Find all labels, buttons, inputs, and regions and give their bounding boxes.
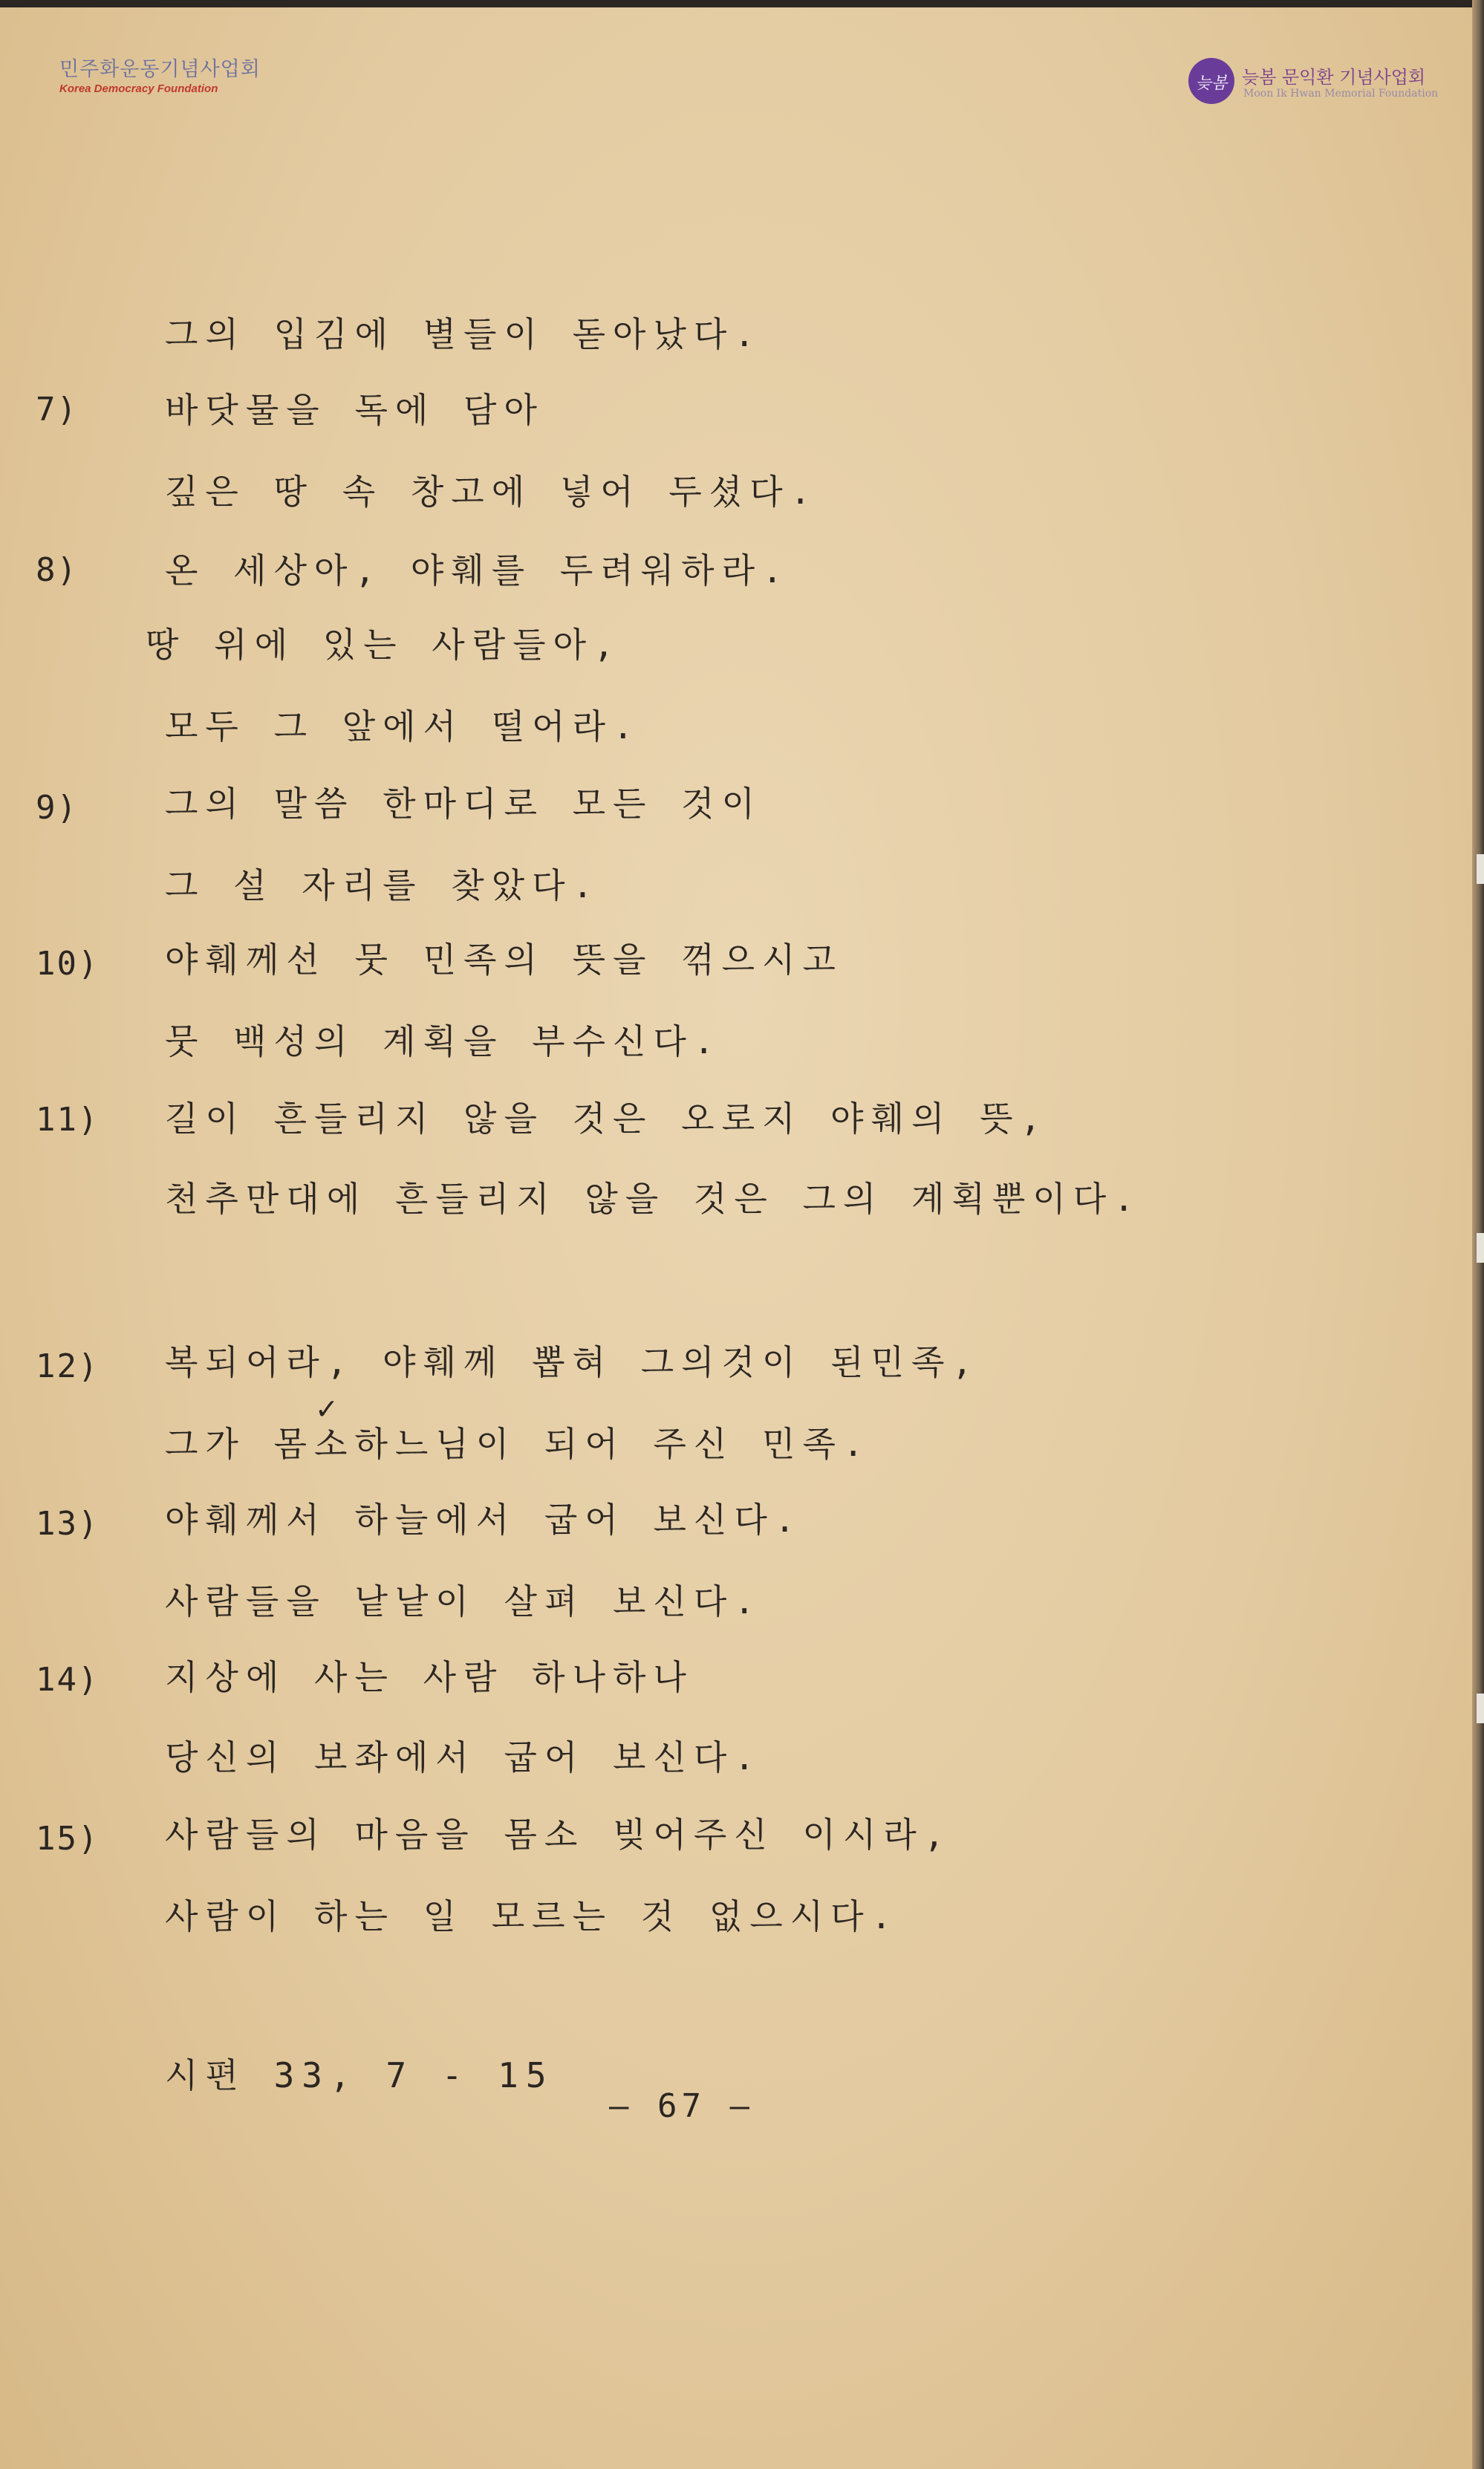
scripture-citation: 시편 33, 7 - 15 xyxy=(165,2055,554,2095)
verse-line: 뭇 백성의 계획을 부수신다. xyxy=(165,1021,722,1061)
verse-number: 8) xyxy=(36,551,78,589)
verse-line: 사람들을 낱낱이 살펴 보신다. xyxy=(165,1581,763,1621)
verse-line: 바닷물을 독에 담아 xyxy=(165,390,544,430)
verse-line: 지상에 사는 사람 하나하나 xyxy=(165,1657,694,1697)
verse-number: 15) xyxy=(36,1820,100,1858)
seal-text: 늦봄 xyxy=(1195,74,1228,93)
verse-line: 그의 입김에 별들이 돋아났다. xyxy=(165,314,763,354)
verse-line: 그가 몸소하느님이 되어 주신 민족. xyxy=(165,1424,871,1464)
foundation-seal-icon xyxy=(1188,58,1234,104)
logo-english-text: Moon Ik Hwan Memorial Foundation xyxy=(1243,88,1439,100)
logo-korean-text: 늦봄 문익환 기념사업회 xyxy=(1242,67,1426,88)
verse-line: 당신의 보좌에서 굽어 보신다. xyxy=(165,1737,763,1777)
verse-line: 사람이 하는 일 모르는 것 없으시다. xyxy=(165,1896,899,1936)
moon-ik-hwan-foundation-logo xyxy=(1188,58,1441,110)
verse-line: 길이 흔들리지 않을 것은 오로지 야훼의 뜻, xyxy=(165,1099,1049,1139)
page-number: — 67 — xyxy=(609,2087,754,2125)
verse-number: 10) xyxy=(36,945,100,983)
edge-mark xyxy=(1477,1694,1484,1723)
verse-line: 야훼께선 뭇 민족의 뜻을 꺾으시고 xyxy=(165,940,843,980)
verse-number: 7) xyxy=(36,391,78,429)
scan-top-edge xyxy=(0,0,1484,7)
verse-line: 야훼께서 하늘에서 굽어 보신다. xyxy=(165,1500,803,1540)
verse-line: 그의 말씀 한마디로 모든 것이 xyxy=(165,784,763,824)
verse-number: 9) xyxy=(36,789,78,827)
edge-mark xyxy=(1477,854,1484,884)
verse-number: 11) xyxy=(36,1101,100,1139)
verse-line: 그 설 자리를 찾았다. xyxy=(165,865,601,905)
verse-number: 13) xyxy=(36,1505,100,1543)
verse-number: 12) xyxy=(36,1347,100,1385)
verse-line: 천추만대에 흔들리지 않을 것은 그의 계획뿐이다. xyxy=(165,1179,1142,1219)
logo-english-text: Korea Democracy Foundation xyxy=(59,82,218,95)
verse-number: 14) xyxy=(36,1661,100,1699)
handwritten-checkmark: ✓ xyxy=(315,1393,339,1425)
verse-line: 온 세상아, 야훼를 두려워하라. xyxy=(165,550,790,591)
edge-mark xyxy=(1477,1233,1484,1263)
verse-line: 땅 위에 있는 사람들아, xyxy=(146,625,622,665)
logo-korean-text: 민주화운동기념사업회 xyxy=(59,58,261,81)
korea-democracy-foundation-logo xyxy=(59,58,297,110)
scan-right-edge xyxy=(1472,0,1484,2469)
verse-line: 복되어라, 야훼께 뽑혀 그의것이 된민족, xyxy=(165,1342,980,1382)
verse-line: 사람들의 마음을 몸소 빚어주신 이시라, xyxy=(165,1815,952,1855)
verse-line: 깊은 땅 속 창고에 넣어 두셨다. xyxy=(165,472,819,512)
verse-line: 모두 그 앞에서 떨어라. xyxy=(165,706,641,746)
